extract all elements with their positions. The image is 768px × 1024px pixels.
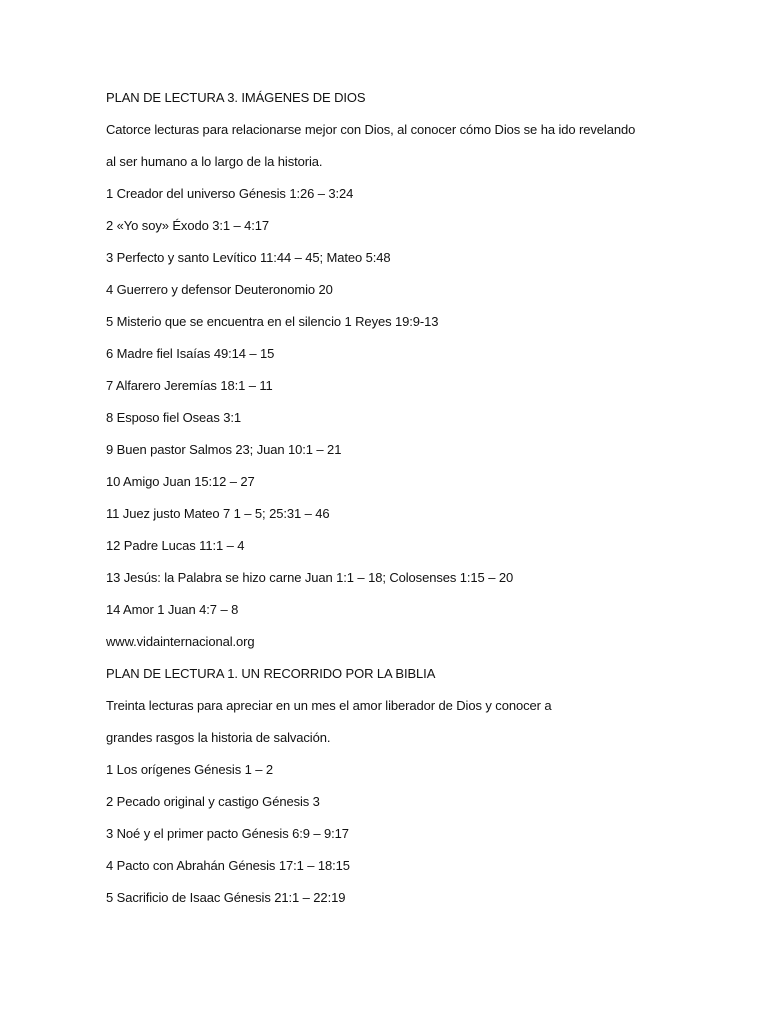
reading-item: 3 Perfecto y santo Levítico 11:44 – 45; Mateo 5:48 <box>106 250 391 265</box>
reading-item: 1 Creador del universo Génesis 1:26 – 3:24 <box>106 186 354 201</box>
heading-plan-1: PLAN DE LECTURA 1. UN RECORRIDO POR LA BIBLIA <box>106 666 436 681</box>
reading-item: 3 Noé y el primer pacto Génesis 6:9 – 9:17 <box>106 826 349 841</box>
heading-plan-3: PLAN DE LECTURA 3. IMÁGENES DE DIOS <box>106 90 366 105</box>
reading-item: 1 Los orígenes Génesis 1 – 2 <box>106 762 274 777</box>
reading-item: 6 Madre fiel Isaías 49:14 – 15 <box>106 346 275 361</box>
paragraph-line: Treinta lecturas para apreciar en un mes el amor liberador de Dios y conocer a <box>106 698 552 713</box>
reading-item: 8 Esposo fiel Oseas 3:1 <box>106 410 242 425</box>
reading-item: 11 Juez justo Mateo 7 1 – 5; 25:31 – 46 <box>106 506 330 521</box>
reading-item: 5 Sacrificio de Isaac Génesis 21:1 – 22:19 <box>106 890 346 905</box>
reading-item: 4 Guerrero y defensor Deuteronomio 20 <box>106 282 333 297</box>
website-url: www.vidainternacional.org <box>106 634 255 649</box>
reading-item: 2 «Yo soy» Éxodo 3:1 – 4:17 <box>106 218 270 233</box>
paragraph-line: Catorce lecturas para relacionarse mejor con Dios, al conocer cómo Dios se ha ido revelando <box>106 122 636 137</box>
reading-item: 14 Amor 1 Juan 4:7 – 8 <box>106 602 239 617</box>
reading-item: 5 Misterio que se encuentra en el silencio 1 Reyes 19:9-13 <box>106 314 439 329</box>
document-lines <box>106 88 726 920</box>
reading-item: 9 Buen pastor Salmos 23; Juan 10:1 – 21 <box>106 442 342 457</box>
reading-item: 4 Pacto con Abrahán Génesis 17:1 – 18:15 <box>106 858 350 873</box>
reading-item: 12 Padre Lucas 11:1 – 4 <box>106 538 245 553</box>
reading-item: 10 Amigo Juan 15:12 – 27 <box>106 474 255 489</box>
reading-item: 7 Alfarero Jeremías 18:1 – 11 <box>106 378 273 393</box>
reading-item: 13 Jesús: la Palabra se hizo carne Juan 1:1 – 18; Colosenses 1:15 – 20 <box>106 570 514 585</box>
paragraph-line: grandes rasgos la historia de salvación. <box>106 730 331 745</box>
paragraph-line: al ser humano a lo largo de la historia. <box>106 154 323 169</box>
reading-item: 2 Pecado original y castigo Génesis 3 <box>106 794 320 809</box>
